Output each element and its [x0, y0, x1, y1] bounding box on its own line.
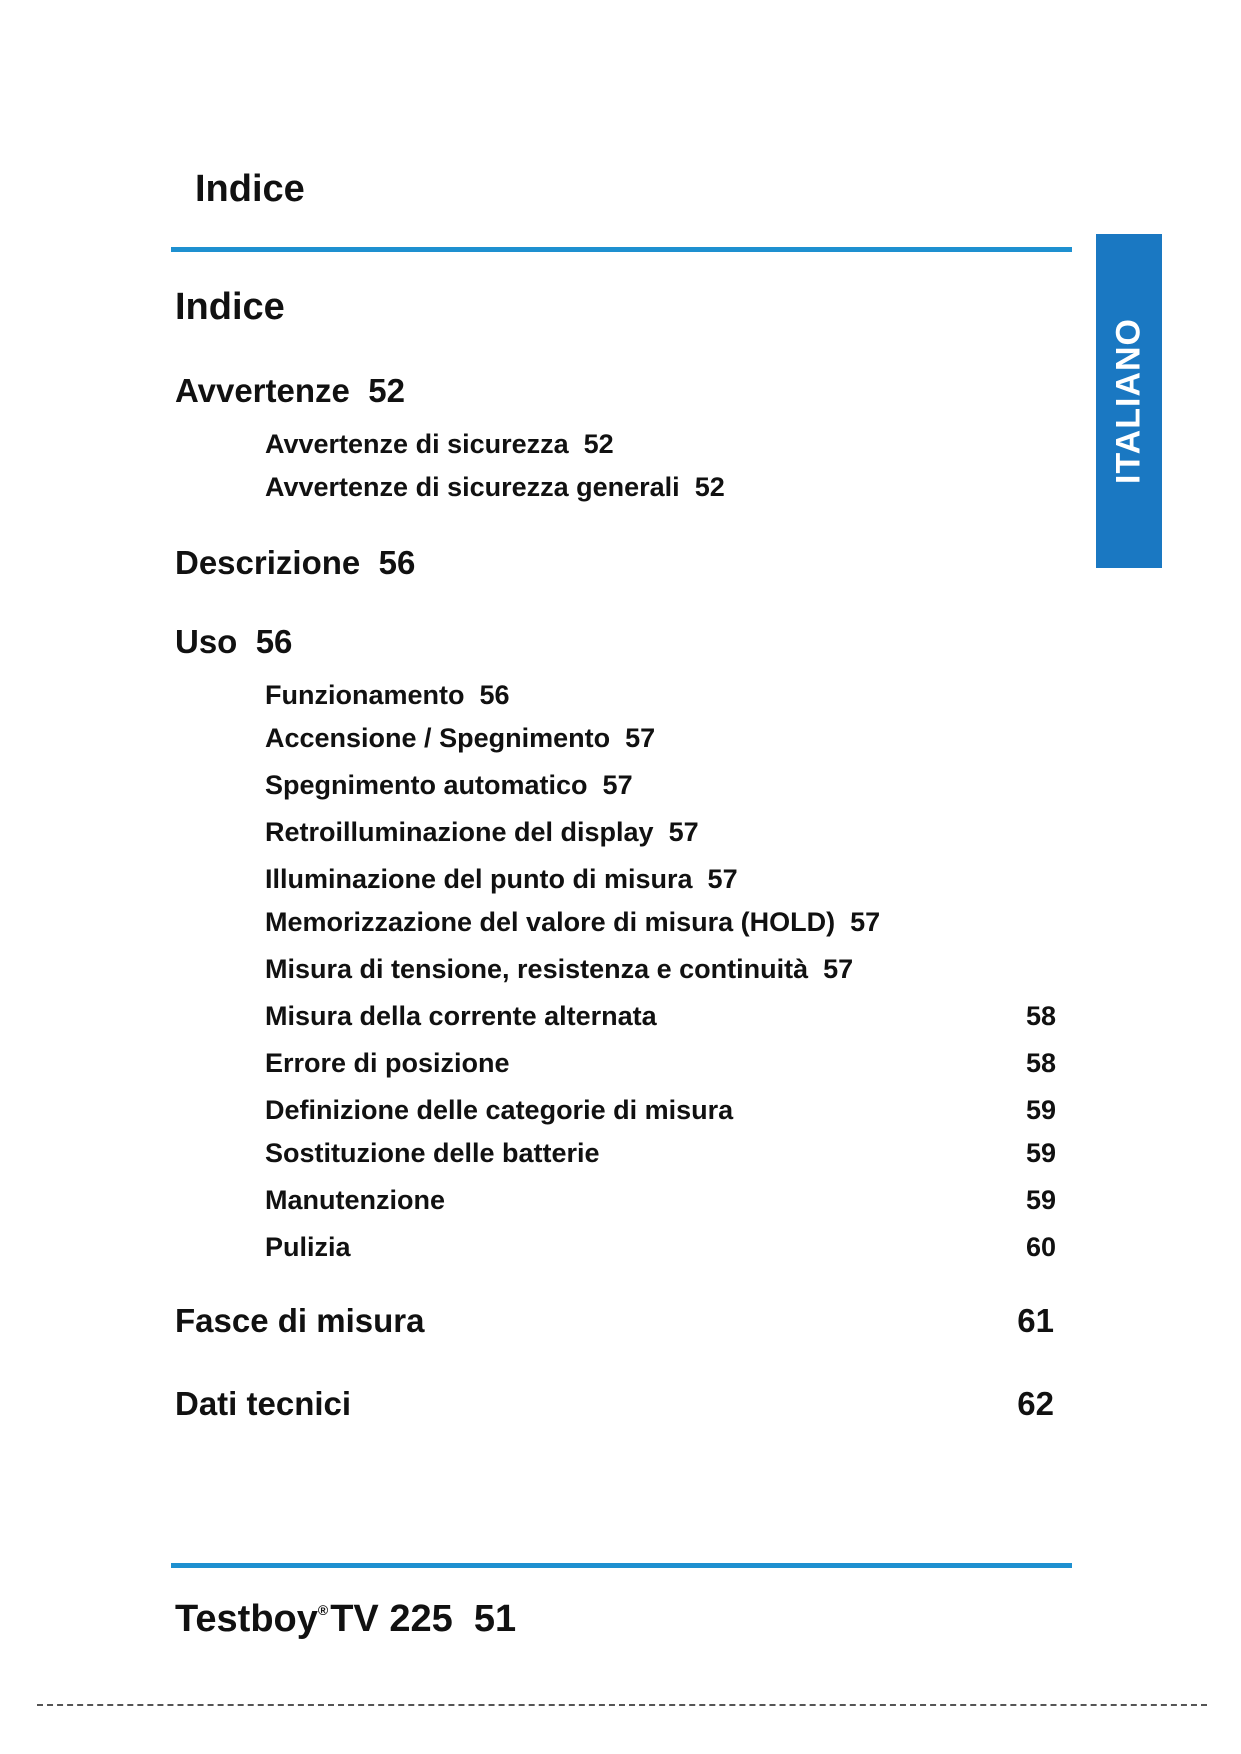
top-divider — [171, 247, 1072, 252]
toc-entry-label: Retroilluminazione del display — [265, 817, 654, 847]
toc-entry-page-categorie-misura: 59 — [1025, 1095, 1056, 1125]
toc-entry-page-pulizia: 60 — [1025, 1232, 1056, 1262]
page-footer — [175, 1598, 516, 1641]
toc-entry-label-fasce-misura[interactable]: Fasce di misura — [175, 1302, 425, 1339]
toc-entry-label: Avvertenze — [175, 372, 350, 409]
toc-entry-label-errore-posizione[interactable]: Errore di posizione — [265, 1048, 510, 1078]
toc-entry-funzionamento[interactable] — [265, 680, 510, 711]
toc-entry-misura-tensione[interactable] — [265, 954, 853, 985]
toc-entry-page-dati-tecnici: 62 — [1017, 1385, 1054, 1422]
toc-entry-label: Illuminazione del punto di misura — [265, 864, 693, 894]
toc-entry-page-manutenzione: 59 — [1025, 1185, 1056, 1215]
footer-model: TV 225 — [330, 1598, 453, 1640]
toc-entry-label-manutenzione[interactable]: Manutenzione — [265, 1185, 445, 1215]
toc-entry-label-pulizia[interactable]: Pulizia — [265, 1232, 351, 1262]
toc-entry-page-errore-posizione: 58 — [1025, 1048, 1056, 1078]
toc-entry-page: 57 — [850, 907, 881, 937]
toc-entry-label: Funzionamento — [265, 680, 465, 710]
toc-entry-label: Spegnimento automatico — [265, 770, 588, 800]
toc-entry-page: 57 — [625, 723, 656, 753]
toc-entry-illuminazione[interactable] — [265, 864, 738, 895]
toc-entry-uso[interactable] — [175, 623, 292, 661]
toc-entry-memorizzazione[interactable] — [265, 907, 880, 938]
toc-entry-page: 57 — [668, 817, 699, 847]
toc-entry-label-dati-tecnici[interactable]: Dati tecnici — [175, 1385, 352, 1422]
footer-brand: Testboy — [175, 1598, 318, 1640]
toc-entry-label-sostituzione-batterie[interactable]: Sostituzione delle batterie — [265, 1138, 600, 1168]
toc-entry-label: Descrizione — [175, 544, 361, 581]
toc-entry-page: 56 — [479, 680, 510, 710]
toc-entry-label: Misura di tensione, resistenza e continuità — [265, 954, 809, 984]
toc-entry-accensione[interactable] — [265, 723, 655, 754]
toc-entry-descrizione[interactable] — [175, 544, 415, 582]
toc-entry-label: Avvertenze di sicurezza generali — [265, 472, 680, 502]
toc-entry-avvertenze-sicurezza[interactable] — [265, 429, 614, 460]
toc-entry-avvertenze[interactable] — [175, 372, 405, 410]
footer-page-number: 51 — [473, 1598, 517, 1640]
page-header-title: Indice — [195, 168, 305, 210]
toc-entry-page-sostituzione-batterie: 59 — [1025, 1138, 1056, 1168]
toc-entry-label: Accensione / Spegnimento — [265, 723, 611, 753]
toc-entry-page-fasce-misura: 61 — [1017, 1302, 1054, 1339]
language-tab-label: ITALIANO — [1109, 317, 1148, 485]
toc-entry-label-categorie-misura[interactable]: Definizione delle categorie di misura — [265, 1095, 734, 1125]
toc-entry-page: 52 — [368, 372, 405, 409]
toc-entry-page: 57 — [602, 770, 633, 800]
toc-entry-label-corrente-alternata[interactable]: Misura della corrente alternata — [265, 1001, 657, 1031]
language-tab — [1096, 234, 1162, 568]
toc-entry-page: 56 — [378, 544, 416, 581]
toc-entry-page: 52 — [694, 472, 725, 502]
toc-title: Indice — [175, 286, 285, 328]
toc-entry-label: Memorizzazione del valore di misura (HOLD) — [265, 907, 836, 937]
toc-entry-page: 57 — [707, 864, 738, 894]
bottom-divider — [171, 1563, 1072, 1568]
toc-entry-label: Avvertenze di sicurezza — [265, 429, 569, 459]
toc-entry-spegnimento-automatico[interactable] — [265, 770, 633, 801]
toc-entry-page: 56 — [255, 623, 293, 660]
registered-mark: ® — [317, 1602, 329, 1618]
toc-entry-page: 52 — [583, 429, 614, 459]
toc-entry-page-corrente-alternata: 58 — [1025, 1001, 1056, 1031]
toc-entry-retroilluminazione[interactable] — [265, 817, 699, 848]
toc-entry-avvertenze-generali[interactable] — [265, 472, 725, 503]
page-edge-dashed-line — [37, 1704, 1207, 1706]
toc-entry-page: 57 — [823, 954, 854, 984]
toc-entry-label: Uso — [175, 623, 238, 660]
